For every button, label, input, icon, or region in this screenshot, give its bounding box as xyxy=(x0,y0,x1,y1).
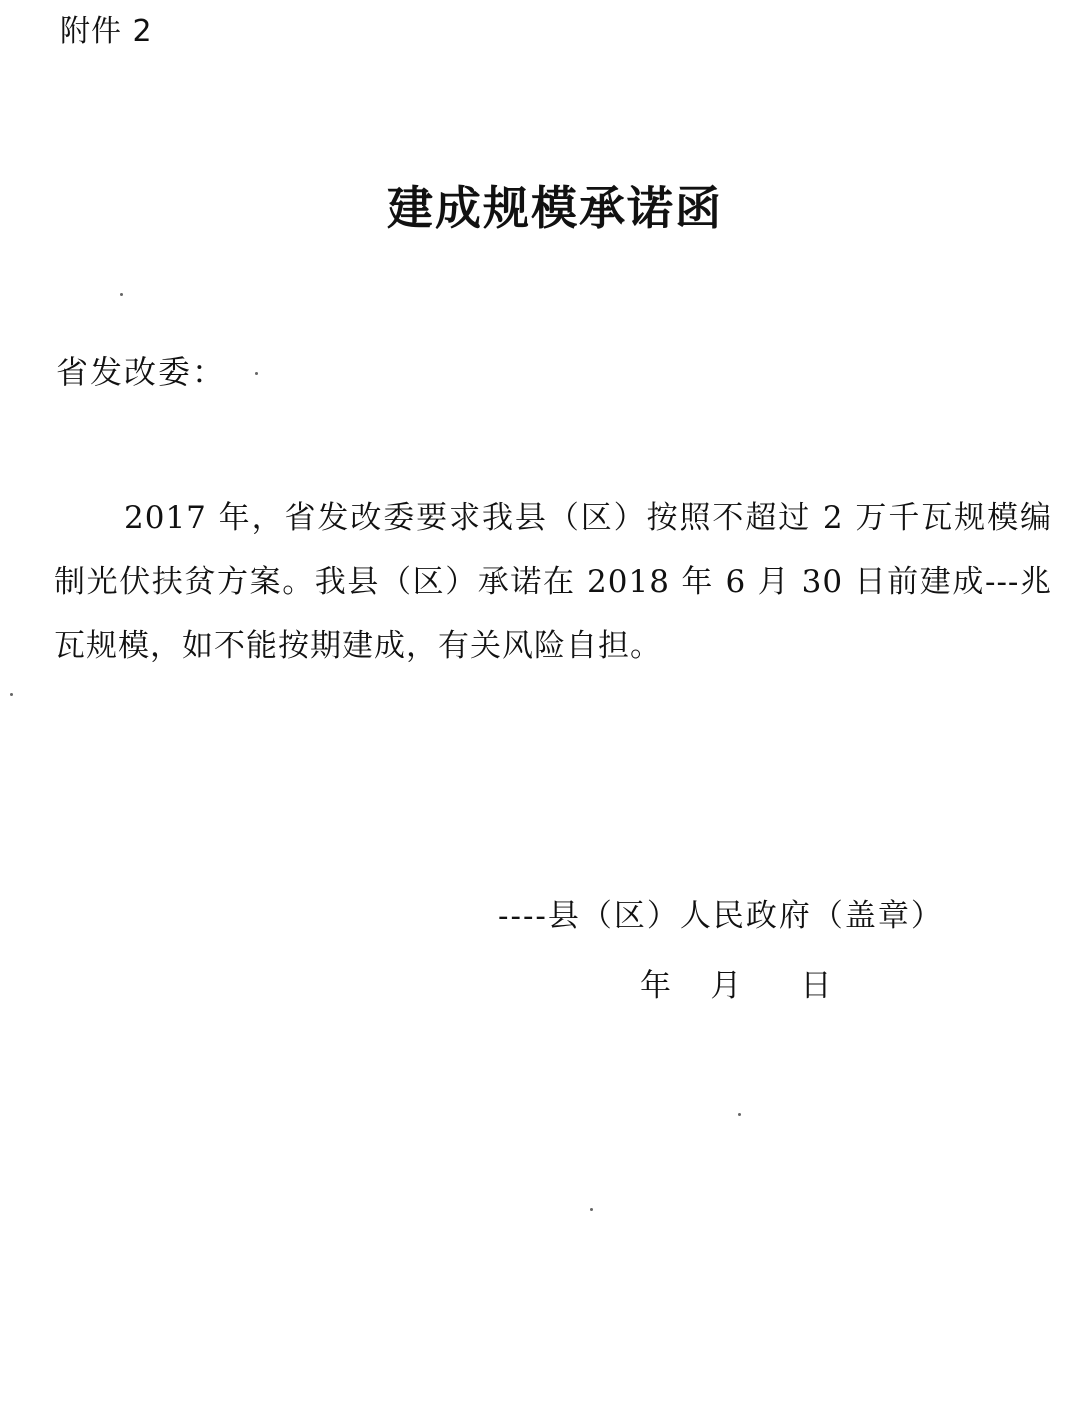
scan-speck xyxy=(10,693,13,696)
document-title: 建成规模承诺函 xyxy=(387,181,723,235)
scan-speck xyxy=(120,293,123,296)
scan-speck xyxy=(738,1113,741,1116)
signature-line: ----县（区）人民政府（盖章） xyxy=(498,898,944,934)
salutation: 省发改委： xyxy=(56,353,227,391)
date-line: 年 月 日 xyxy=(640,968,832,1004)
attachment-label: 附件 2 xyxy=(60,14,153,49)
body-paragraph: 2017 年，省发改委要求我县（区）按照不超过 2 万千瓦规模编制光伏扶贫方案。我县（区）承诺在 2018 年 6 月 30 日前建成---兆瓦规模，如不能按期建成，有关风险自担。 xyxy=(54,500,1052,664)
scan-speck xyxy=(255,372,258,375)
scan-speck xyxy=(590,1208,593,1211)
